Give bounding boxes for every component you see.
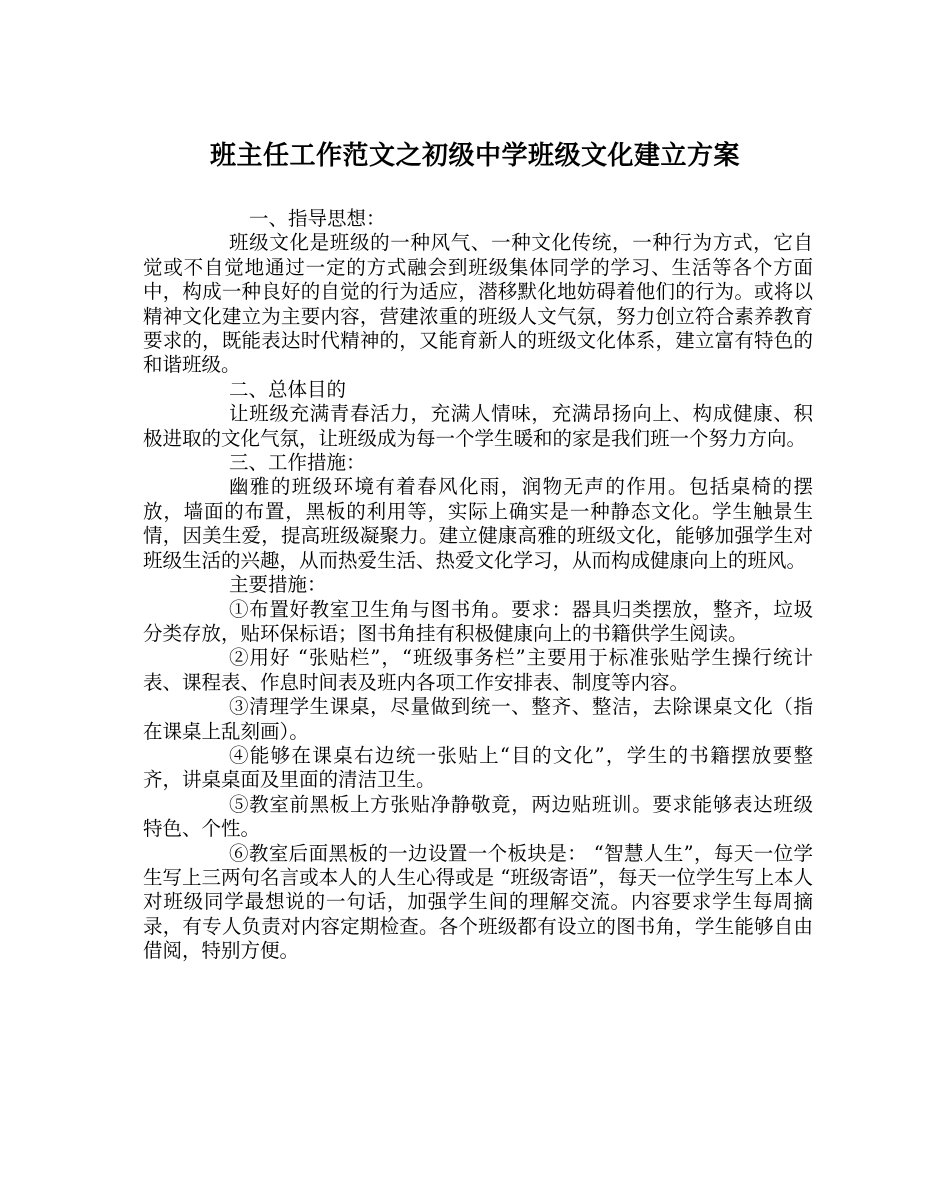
measure-item-1: ①布置好教室卫生角与图书角。要求：器具归类摆放，整齐，垃圾分类存放，贴环保标语；图书角挂有积极健康向上的书籍供学生阅读。: [143, 597, 813, 645]
section-heading-work-measures: 三、工作措施：: [229, 451, 366, 475]
paragraph: 幽雅的班级环境有着春风化雨，润物无声的作用。包括桌椅的摆放，墙面的布置，黑板的利用等，实际上确实是一种静态文化。学生触景生情，因美生爱，提高班级凝聚力。建立健康高雅的班级文化，能够加强学生对班级生活的兴趣，从而热爱生活、热爱文化学习，从而构成健康向上的班风。: [143, 475, 813, 572]
section-heading-overall-goal: 二、总体目的: [229, 377, 347, 401]
document-body: [143, 207, 813, 964]
paragraph: 班级文化是班级的一种风气、一种文化传统，一种行为方式，它自觉或不自觉地通过一定的方式融会到班级集体同学的学习、生活等各个方面中，构成一种良好的自觉的行为适应，潜移默化地妨碍着他们的行为。或将以精神文化建立为主要内容，营建浓重的班级人文气氛，努力创立符合素养教育要求的，既能表达时代精神的，又能育新人的班级文化体系，建立富有特色的和谐班级。: [143, 231, 813, 377]
measure-item-6: ⑥教室后面黑板的一边设置一个板块是： “智慧人生”，每天一位学生写上三两句名言或本人的人生心得或是 “班级寄语”，每天一位学生写上本人对班级同学最想说的一句话，加强学生间的理解交流。内容要求学生每周摘录，有专人负责对内容定期检查。各个班级都有设立的图书角，学生能够自由借阅，特别方便。: [143, 841, 813, 963]
measure-item-2: ②用好 “张贴栏”，“班级事务栏”主要用于标准张贴学生操行统计表、课程表、作息时间表及班内各项工作安排表、制度等内容。: [143, 646, 813, 694]
document-title: 班主任工作范文之初级中学班级文化建立方案: [209, 141, 740, 171]
paragraph: 让班级充满青春活力，充满人情味，充满昂扬向上、构成健康、积极进取的文化气氛，让班级成为每一个学生暖和的家是我们班一个努力方向。: [143, 402, 813, 450]
section-heading-guiding-thought: 一、指导思想：: [249, 207, 386, 230]
measure-item-4: ④能够在课桌右边统一张贴上“目的文化”，学生的书籍摆放要整齐，讲桌桌面及里面的清洁卫生。: [143, 743, 813, 792]
subheading-main-measures: 主要措施：: [229, 573, 327, 597]
measure-item-3: ③清理学生课桌，尽量做到统一、整齐、整洁，去除课桌文化（指在课桌上乱刻画）。: [143, 695, 813, 743]
measure-item-5: ⑤教室前黑板上方张贴净静敬竟，两边贴班训。要求能够表达班级特色、个性。: [143, 792, 813, 841]
